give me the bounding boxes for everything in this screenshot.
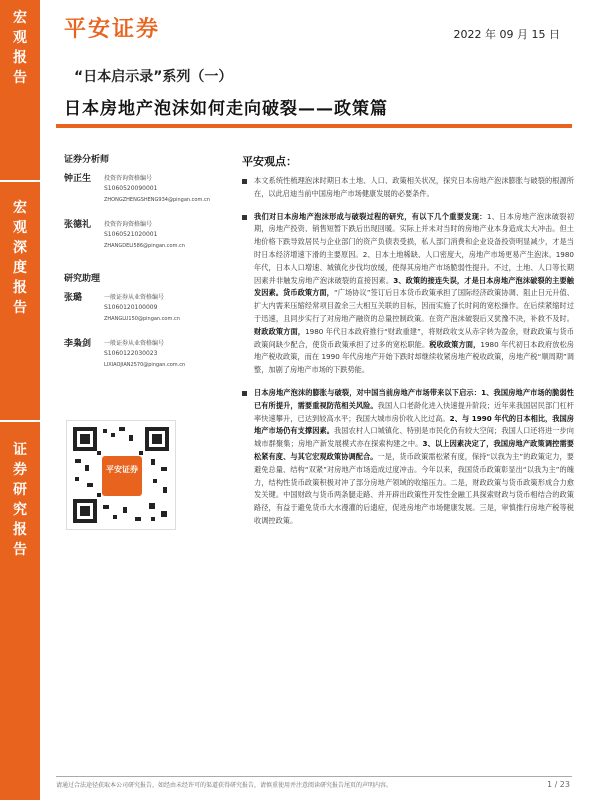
paragraph-emphasis: 3、以上因素决定了，我国房地产政策调控需要松紧有度、与其它宏观政策协调配合。	[254, 439, 574, 461]
paragraph-lead: 日本房地产泡沫的膨胀与破裂，对中国当前房地产市场带来以下启示：	[254, 387, 482, 397]
summary-paragraph	[242, 175, 574, 201]
qr-logo-badge: 平安证券	[102, 456, 142, 496]
assistant-entry	[64, 290, 234, 336]
paragraph-text: 1980 年代初日本政府放松房地产税收政策，而在 1990 年代房地产开始下跌时却继续收紧房地产税收政策，房地产税“顺周期”调整，加剧了房地产市场的下跌势能。	[254, 339, 574, 375]
paragraph-text: “广场协议”签订后日本货币政策承担了国际经济政策协调、阻止日元升值、扩大内需来压缩经常项目盈余三大相互关联的目标，因而实施了长时间的宽松操作。在后续紧缩时过于迅速，且同步实行了对房地产融资的总量控制政策。在资产泡沫破裂后又犹豫不决，补救不及时。	[254, 288, 574, 323]
company-logo: 平安证券	[64, 17, 161, 42]
page-title: 日本房地产泡沫如何走向破裂——政策篇	[64, 99, 388, 119]
analyst-section-title: 证券分析师	[64, 155, 110, 165]
paragraph-emphasis: 2、与 1990 年代的日本相比，我国房地产市场仍有支撑因素。	[254, 413, 574, 436]
analyst-entry	[64, 217, 234, 263]
paragraph-text: 1、日本房地产泡沫破裂初期，房地产投资、销售短暂下跌后出现回暖。实际上并未对当时的房地产业本身造成太大冲击。但土地价格下跌导致居民与企业部门的资产负债表受损，私人部门消费和企业设备投资明显减少，才是当时日本经济增速下滑的主要原因。	[254, 211, 574, 259]
paragraph-emphasis: 3、政策的接连失误，才是日本房地产泡沫破裂的主要触发因素。	[254, 275, 574, 298]
summary-paragraph	[242, 387, 574, 528]
qr-code[interactable]	[66, 420, 176, 530]
analyst-email[interactable]: ZHANGDELI586@pingan.com.cn	[104, 243, 185, 249]
analyst-cert-number: S1060521020001	[104, 231, 158, 238]
bullet-icon	[242, 391, 247, 396]
summary-heading: 平安观点：	[242, 155, 297, 168]
paragraph-emphasis: 财政政策方面，	[254, 326, 306, 336]
footer-disclaimer: 请通过合法途径获取本公司研究报告，如经由未经许可的渠道获得研究报告，请慎重使用并注意阅读研究报告尾页的声明内容。	[56, 782, 393, 789]
title-rule	[56, 124, 572, 128]
paragraph-emphasis: 1、我国房地产市场的脆弱性已有所提升，需要重视防范相关风险。	[254, 387, 574, 410]
paragraph-text: 本文系统性梳理泡沫时期日本土地、人口、政策相关状况，探究日本房地产泡沫膨胀与破裂的根源所在，以此启迪当前中国房地产市场健康发展的必要条件。	[254, 176, 574, 198]
paragraph-lead: 我们对日本房地产泡沫形成与破裂过程的研究，有以下几个重要发现：	[254, 211, 487, 221]
paragraph-emphasis: 税收政策方面，	[429, 339, 481, 349]
paragraph-text: 一是，货币政策需松紧有度，保持“以我为主”的政策定力，要避免总量、结构“双紧”对房地产市场造成过度冲击。今年以来，我国货币政策彰显出“以我为主”的魄力，结构性货币政策积极对冲了部分房地产领域的收缩压力。二是，财政政策与货币政策形成合力愈发关键。中国财政与货币两条腿走路、并开辟出政策性开发性金融工具探索财政与货币相结合的政策路径，有益于避免货币大水漫灌的后遗症，促进房地产市场健康发展。三是，审慎推行房地产税等税收调控政策。	[254, 451, 574, 525]
assistant-cert-label: 一般证券从业资格编号	[104, 294, 165, 301]
assistant-name: 张璐	[64, 293, 83, 303]
series-title: “日本启示录”系列（一）	[74, 69, 233, 85]
side-label-macro-depth-report: 宏 观 深 度 报 告	[13, 200, 27, 316]
assistant-section-title: 研究助理	[64, 274, 101, 284]
side-label-macro-report: 宏 观 报 告	[13, 10, 27, 86]
assistant-cert-number: S1060122030023	[104, 350, 158, 357]
assistant-email[interactable]: LIXIAOJIAN2570@pingan.com.cn	[104, 362, 186, 368]
assistant-cert-number: S1060120100009	[104, 304, 158, 311]
analyst-panel	[64, 152, 234, 382]
assistant-name: 李枭剑	[64, 339, 92, 349]
assistant-cert-label: 一般证券从业资格编号	[104, 340, 165, 347]
paragraph-text: 1980 年代日本政府推行“财政重建”，将财政收支从赤字转为盈余，财政政策与货币政策间缺少配合，使货币政策承担了过多的宽松职能。	[254, 326, 574, 349]
side-label-securities-research-report: 证 券 研 究 报 告	[13, 442, 27, 558]
side-band	[0, 0, 40, 800]
footer-rule	[56, 776, 572, 777]
summary-section	[242, 153, 574, 538]
page-number: 1 / 23	[546, 780, 570, 789]
analyst-name: 钟正生	[64, 174, 92, 184]
analyst-entry	[64, 171, 234, 217]
paragraph-text: 我国人口老龄化进入快速提升阶段；近年来我国居民部门杠杆率快速攀升，已达到较高水平；我国大城市房价收入比过高。	[254, 400, 574, 423]
analyst-cert-label: 投资咨询资格编号	[104, 221, 153, 228]
report-date: 2022 年 09 月 15 日	[453, 28, 560, 41]
side-divider	[0, 420, 40, 422]
analyst-cert-label: 投资咨询资格编号	[104, 175, 153, 182]
side-divider	[0, 180, 40, 182]
assistant-email[interactable]: ZHANGLU150@pingan.com.cn	[104, 316, 180, 322]
paragraph-text: 我国农村人口城镇化、特别是市民化仍有较大空间；我国人口还将进一步向城市群聚集；房地产新发展模式亦在探索构建之中。	[254, 426, 574, 449]
paragraph-text: 2、日本土地稀缺、人口密度大，房地产市场更易产生泡沫。1980 年代，日本人口增速、城镇化步伐均放缓，使得其房地产市场脆弱性提升。不过，土地、人口等长期因素并非触发房地产泡沫破裂的直接因素。	[254, 249, 574, 285]
assistant-entry	[64, 336, 234, 382]
bullet-icon	[242, 179, 247, 184]
analyst-cert-number: S1060520090001	[104, 185, 158, 192]
bullet-icon	[242, 215, 247, 220]
summary-paragraph	[242, 211, 574, 377]
analyst-email[interactable]: ZHONGZHENGSHENG934@pingan.com.cn	[104, 197, 210, 203]
paragraph-emphasis: 货币政策方面，	[283, 288, 334, 298]
analyst-name: 张德礼	[64, 220, 92, 230]
